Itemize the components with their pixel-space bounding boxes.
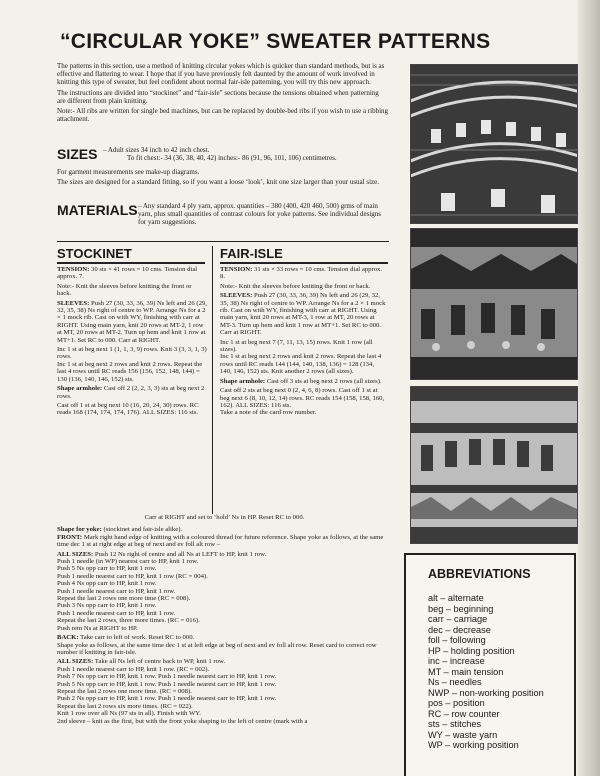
increase-text: Inc 1 st at beg next 2 rows and knit 2 rows. Repeat the last 4 rows until RC reads 144 (144, 140, 138, 136) = 128 (134, 140, 146, 152) sts. Knit another 2 rows (all sizes). — [220, 353, 382, 376]
abbreviation-item: RC – row counter — [428, 708, 500, 719]
stockinet-heading: STOCKINET — [57, 246, 132, 261]
tension-label: TENSION: — [220, 266, 253, 273]
instruction-line: Push 5 Ns opp carr to HP, knit 1 row. Push 1 needle nearest carr to HP, knit 1 row. — [57, 680, 277, 688]
abbreviation-item: WY – waste yarn — [428, 729, 498, 740]
sizes-line: To fit chest:- 34 (36, 38, 40, 42) inches:- 86 (91, 96, 101, 106) centimetres. — [127, 154, 337, 163]
instruction-line: Repeat the last 2 rows one more time. (RC = 008). — [57, 687, 192, 695]
sizes-line: – Adult sizes 34 inch to 42 inch chest. — [103, 146, 210, 154]
instruction-line: Push 1 needle nearest carr to HP, knit 1 row. (RC = 002). — [57, 665, 210, 673]
armhole-text: Cast off 2 sts at beg next 0 (2, 4, 6, 8) rows. Cast off 1 st at beg next 6 (8, 10, 12, 14) rows. RC reads 154 (158, 158, 160, 162). ALL SIZES: 116 sts. — [220, 387, 385, 409]
increase-text: Inc 1 st at beg next 7 (7, 11, 13, 15) rows. Knit 1 row (all sizes). — [220, 338, 373, 354]
tension-text: 31 sts × 33 rows = 10 cms. Tension dial approx. 8. — [220, 266, 383, 281]
abbreviations-title: ABBREVIATIONS — [428, 567, 531, 581]
abbreviations-box — [404, 553, 576, 776]
armhole-text: Cast off 1 st at beg next 10 (16, 20, 24, 30) rows. RC reads 168 (174, 174, 174, 176). ALL SIZES: 116 sts. — [57, 401, 199, 417]
sleeves-label: SLEEVES: — [57, 299, 90, 307]
armhole-label: Shape armhole: — [57, 385, 103, 393]
fairisle-underline — [220, 262, 388, 264]
abbreviation-item: dec – decrease — [428, 624, 491, 635]
abbreviations-list — [428, 593, 544, 751]
abbreviation-item: inc – increase — [428, 656, 485, 666]
fairisle-column — [220, 266, 386, 419]
all-sizes-text: Push 12 Ns right of centre and all Ns at LEFT to HP, knit 1 row. — [93, 550, 267, 558]
tension-text: 30 sts × 41 rows = 10 cms. Tension dial approx. 7. — [57, 266, 198, 281]
stockinet-underline — [57, 262, 205, 264]
intro-paragraph: The instructions are divided into “stockinet” and “fair-isle” sections because the tensions obtained when patterning are different from plain knitting. — [57, 88, 379, 105]
instruction-line: Push 5 Ns opp carr to HP, knit 1 row. — [57, 565, 157, 573]
instruction-line: Push 3 Ns opp carr to HP, knit 1 row. — [57, 602, 157, 610]
intro-text — [57, 62, 389, 123]
increase-text: Inc 1 st at beg next 2 rows and knit 2 rows. Repeat the last 4 rows until RC reads 156 (156, 152, 148, 144) = 130 (136, 140, 146, 152) sts. — [57, 360, 203, 383]
increase-text: Inc 1 st at beg next 1 (1, 1, 3, 9) rows. Knit 3 (3, 3, 1, 3) rows. — [57, 346, 207, 361]
abbreviation-item: MT – main tension — [428, 666, 504, 677]
abbreviation-item: WP – working position — [428, 740, 519, 750]
instruction-line: Push rem Ns at RIGHT to HP. — [57, 624, 138, 632]
armhole-text: Cast off 3 sts at beg next 2 rows (all sizes). — [265, 377, 382, 385]
front-label: FRONT: — [57, 533, 83, 541]
sizes-line: The sizes are designed for a standard fitting, so if you want a loose ‘look’, knit one size larger than your usual size. — [57, 178, 379, 187]
sizes-notes — [57, 168, 389, 186]
instruction-line: Repeat the last 2 rows one more time (RC = 008). — [57, 595, 191, 603]
abbreviation-item: foll – following — [428, 635, 486, 645]
stockinet-column — [57, 266, 207, 419]
back-label: BACK: — [57, 634, 79, 642]
abbreviation-item: beg – beginning — [428, 603, 494, 614]
abbreviation-item: Ns – needles — [428, 677, 482, 687]
materials-text: – Any standard 4 ply yarn, approx. quantities – 380 (400, 420 460, 500) grms of main yarn, plus small quantities of contrast colours for yoke patterns. See individual designs for yarn suggestions. — [138, 202, 382, 227]
instruction-line: Knit 1 row over all Ns (97 sts in all). Finish with WY. — [57, 710, 201, 718]
all-sizes-text: Take all Ns left of centre back to WP, knit 1 row. — [93, 658, 226, 666]
abbreviation-item: sts – stitches — [428, 719, 482, 729]
instruction-line: Repeat the last 2 rows six more times. (RC = 022). — [57, 702, 193, 710]
instruction-line: Push 2 Ns opp carr to HP, knit 1 row. Push 1 needle nearest carr to HP, knit 1 row. — [57, 695, 277, 703]
armhole-text: Cast off 2 (2, 2, 3, 3) sts at beg next 2 rows. — [57, 385, 205, 400]
instruction-line: Push 1 needle nearest carr to HP, knit 1 row (RC = 004). — [57, 572, 208, 580]
back-text: Shape yoke as follows, at the same time dec 1 st at left edge at beg of next and ev foll alt row. Reset card to correct row number if knitting in fair-isle. — [57, 641, 377, 656]
all-sizes-label: ALL SIZES: — [57, 550, 94, 558]
instruction-line: Push 1 needle nearest carr to HP, knit 1 row. — [57, 609, 176, 617]
tension-label: TENSION: — [57, 266, 90, 273]
sleeves-label: SLEEVES: — [220, 292, 253, 300]
instruction-line: Repeat the last 2 rows, three more times. (RC = 016). — [57, 617, 200, 625]
instruction-line: Push 7 Ns opp carr to HP, knit 1 row. Push 1 needle nearest carr to HP, knit 1 row. — [57, 673, 277, 681]
page-binding-shadow — [578, 0, 600, 776]
intro-paragraph: Note:- All ribs are written for single bed machines, but can be replaced by double-bed ribs if you wish to use a ribbing attachment. — [57, 107, 389, 124]
abbreviation-item: HP – holding position — [428, 645, 515, 656]
yoke-photo-1 — [410, 64, 578, 224]
sizes-heading: SIZES — [57, 146, 98, 162]
front-text: Mark right hand edge of knitting with a coloured thread for future reference. Shape yoke as follows, at the same time dec 1 st at right edge at beg of next and ev foll alt row – — [57, 533, 384, 549]
section-divider — [57, 241, 389, 242]
instruction-line: Push 4 Ns opp carr to HP, knit 1 row. — [57, 580, 157, 588]
note-text: Note:- Knit the sleeves before knitting the front or back. — [220, 282, 371, 290]
armhole-label: Shape armhole: — [220, 377, 266, 385]
instruction-line: Push 1 needle nearest carr to HP, knit 1 row. — [57, 587, 176, 595]
note-text: Note:- Knit the sleeves before knitting the front or back. — [57, 282, 192, 298]
yoke-label: Shape for yoke: — [57, 526, 102, 534]
sleeves-text: Push 27 (30, 33, 36, 39) Ns left and 26 (29, 32, 35, 38) Ns right of centre to WP. Arrange Ns for a 2 × 1 mock rib. Cast on with WY, finishing with carr at RIGHT. Using main yarn, knit 20 rows at MT-2, 1 row at MT, 20 rows at MT-2. Turn up hem and knit 1 row at MT+1. Set RC to 000. Carr at RIGHT. — [57, 299, 207, 344]
instruction-line: Push 1 needle (in WP) nearest carr to HP, knit 1 row. — [57, 558, 199, 566]
all-sizes-label: ALL SIZES: — [57, 658, 94, 666]
sleeves-text: Push 27 (30, 33, 36, 39) Ns left and 26 (29, 32, 35, 38) Ns right of centre to WP. Arrange Ns for a 2 × 1 mock rib. Cast on with WY, finishing with carr at RIGHT. Using main yarn, knit 20 rows at MT-3, 1 row at MT, 20 rows at MT-3. Turn up hem and knit 1 row at MT+1. Set RC to 000. Carr at RIGHT. — [220, 292, 386, 337]
yoke-photo-3 — [410, 386, 578, 544]
abbreviation-item: alt – alternate — [428, 593, 484, 603]
sizes-line: For garment measurements see make-up diagrams. — [57, 168, 200, 176]
carr-text: Carr at RIGHT and set to ‘hold’ Ns in HP. Reset RC to 000. — [144, 514, 305, 521]
yoke-text: (stockinet and fair-isle alike). — [101, 526, 183, 534]
back-text: Take carr to left of work. Reset RC to 000. — [78, 634, 195, 642]
page-title: “CIRCULAR YOKE” SWEATER PATTERNS — [60, 30, 491, 53]
abbreviation-item: pos – position — [428, 698, 485, 708]
column-divider — [212, 246, 213, 514]
armhole-text: Take a note of the card row number. — [220, 409, 317, 417]
yoke-instructions — [57, 514, 392, 725]
intro-paragraph: The patterns in this section, use a method of knitting circular yokes which is quicker than standard methods, but is as effective and flattering to wear. I hope that if you have previously felt daunted by the amount of work involved in knitting this type of sweater, but feel confident about normal fair-isle patterning, you will try this new approach. — [57, 62, 385, 87]
sizes-text — [103, 146, 393, 162]
fairisle-heading: FAIR-ISLE — [220, 246, 283, 261]
abbreviation-item: carr – carriage — [428, 614, 488, 624]
materials-heading: MATERIALS — [57, 202, 138, 218]
yoke-photo-2 — [410, 228, 578, 380]
abbreviation-item: NWP – non-working position — [428, 687, 544, 698]
instruction-line: 2nd sleeve – knit as the first, but with the front yoke shaping to the left of centre (mark with a — [57, 717, 308, 725]
